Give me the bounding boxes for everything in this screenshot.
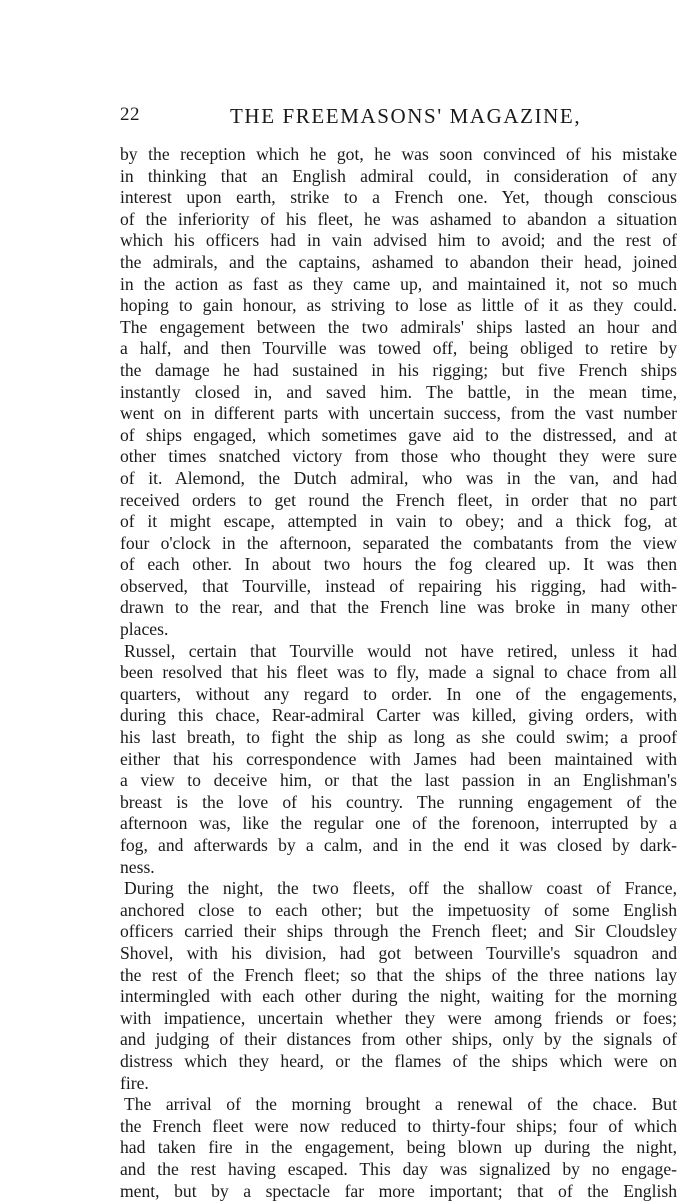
text-line: interest upon earth, strike to a French one. Yet, though conscious — [120, 187, 677, 209]
text-line: ment, but by a spectacle far more important; that of the English — [120, 1181, 677, 1202]
text-line: fire. — [120, 1073, 677, 1095]
page-header — [120, 104, 680, 130]
text-line: the French fleet were now reduced to thirty-four ships; four of which — [120, 1116, 677, 1138]
text-line: hoping to gain honour, as striving to lose as little of it as they could. — [120, 295, 677, 317]
text-line: fog, and afterwards by a calm, and in the end it was closed by dark- — [120, 835, 677, 857]
text-line: four o'clock in the afternoon, separated the combatants from the view — [120, 533, 677, 555]
text-line: of it. Alemond, the Dutch admiral, who was in the van, and had — [120, 468, 677, 490]
text-line: during this chace, Rear-admiral Carter was killed, giving orders, with — [120, 705, 677, 727]
text-line: instantly closed in, and saved him. The battle, in the mean time, — [120, 382, 677, 404]
text-line: went on in different parts with uncertain success, from the vast number — [120, 403, 677, 425]
text-line: of it might escape, attempted in vain to obey; and a thick fog, at — [120, 511, 677, 533]
text-line: in thinking that an English admiral could, in consideration of any — [120, 166, 677, 188]
text-line: breast is the love of his country. The running engagement of the — [120, 792, 677, 814]
text-line: ness. — [120, 857, 677, 879]
text-line: of each other. In about two hours the fog cleared up. It was then — [120, 554, 677, 576]
text-line: officers carried their ships through the French fleet; and Sir Cloudsley — [120, 921, 677, 943]
text-line: other times snatched victory from those who thought they were sure — [120, 446, 677, 468]
text-line: with impatience, uncertain whether they were among friends or foes; — [120, 1008, 677, 1030]
text-line: been resolved that his fleet was to fly, made a signal to chace from all — [120, 662, 677, 684]
text-line: the damage he had sustained in his rigging; but five French ships — [120, 360, 677, 382]
text-line: a view to deceive him, or that the last passion in an Englishman's — [120, 770, 677, 792]
text-line: afternoon was, like the regular one of the forenoon, interrupted by a — [120, 813, 677, 835]
text-line: The arrival of the morning brought a renewal of the chace. But — [120, 1094, 677, 1116]
text-line: quarters, without any regard to order. In one of the engagements, — [120, 684, 677, 706]
text-line: observed, that Tourville, instead of repairing his rigging, had with- — [120, 576, 677, 598]
text-line: by the reception which he got, he was soon convinced of his mistake — [120, 144, 677, 166]
text-line: Shovel, with his division, had got between Tourville's squadron and — [120, 943, 677, 965]
text-line: anchored close to each other; but the impetuosity of some English — [120, 900, 677, 922]
paragraph — [120, 641, 677, 879]
text-line: and judging of their distances from other ships, only by the signals of — [120, 1029, 677, 1051]
text-line: distress which they heard, or the flames of the ships which were on — [120, 1051, 677, 1073]
text-line: the admirals, and the captains, ashamed to abandon their head, joined — [120, 252, 677, 274]
running-title: THE FREEMASONS' MAGAZINE, — [230, 104, 581, 129]
paragraph — [120, 1094, 677, 1202]
paragraph — [120, 144, 677, 641]
article-body — [120, 144, 677, 1202]
text-line: a half, and then Tourville was towed off, being obliged to retire by — [120, 338, 677, 360]
text-line: which his officers had in vain advised him to avoid; and the rest of — [120, 230, 677, 252]
text-line: During the night, the two fleets, off the shallow coast of France, — [120, 878, 677, 900]
text-line: the rest of the French fleet; so that the ships of the three nations lay — [120, 965, 677, 987]
text-line: intermingled with each other during the night, waiting for the morning — [120, 986, 677, 1008]
text-line: either that his correspondence with James had been maintained with — [120, 749, 677, 771]
text-line: The engagement between the two admirals' ships lasted an hour and — [120, 317, 677, 339]
text-line: and the rest having escaped. This day was signalized by no engage- — [120, 1159, 677, 1181]
paragraph — [120, 878, 677, 1094]
text-line: had taken fire in the engagement, being blown up during the night, — [120, 1137, 677, 1159]
text-line: of the inferiority of his fleet, he was ashamed to abandon a situation — [120, 209, 677, 231]
text-line: Russel, certain that Tourville would not have retired, unless it had — [120, 641, 677, 663]
text-line: in the action as fast as they came up, and maintained it, not so much — [120, 274, 677, 296]
page-number: 22 — [120, 104, 140, 126]
text-line: his last breath, to fight the ship as long as she could swim; a proof — [120, 727, 677, 749]
text-line: drawn to the rear, and that the French line was broke in many other — [120, 597, 677, 619]
text-line: places. — [120, 619, 677, 641]
text-line: received orders to get round the French fleet, in order that no part — [120, 490, 677, 512]
text-line: of ships engaged, which sometimes gave aid to the distressed, and at — [120, 425, 677, 447]
